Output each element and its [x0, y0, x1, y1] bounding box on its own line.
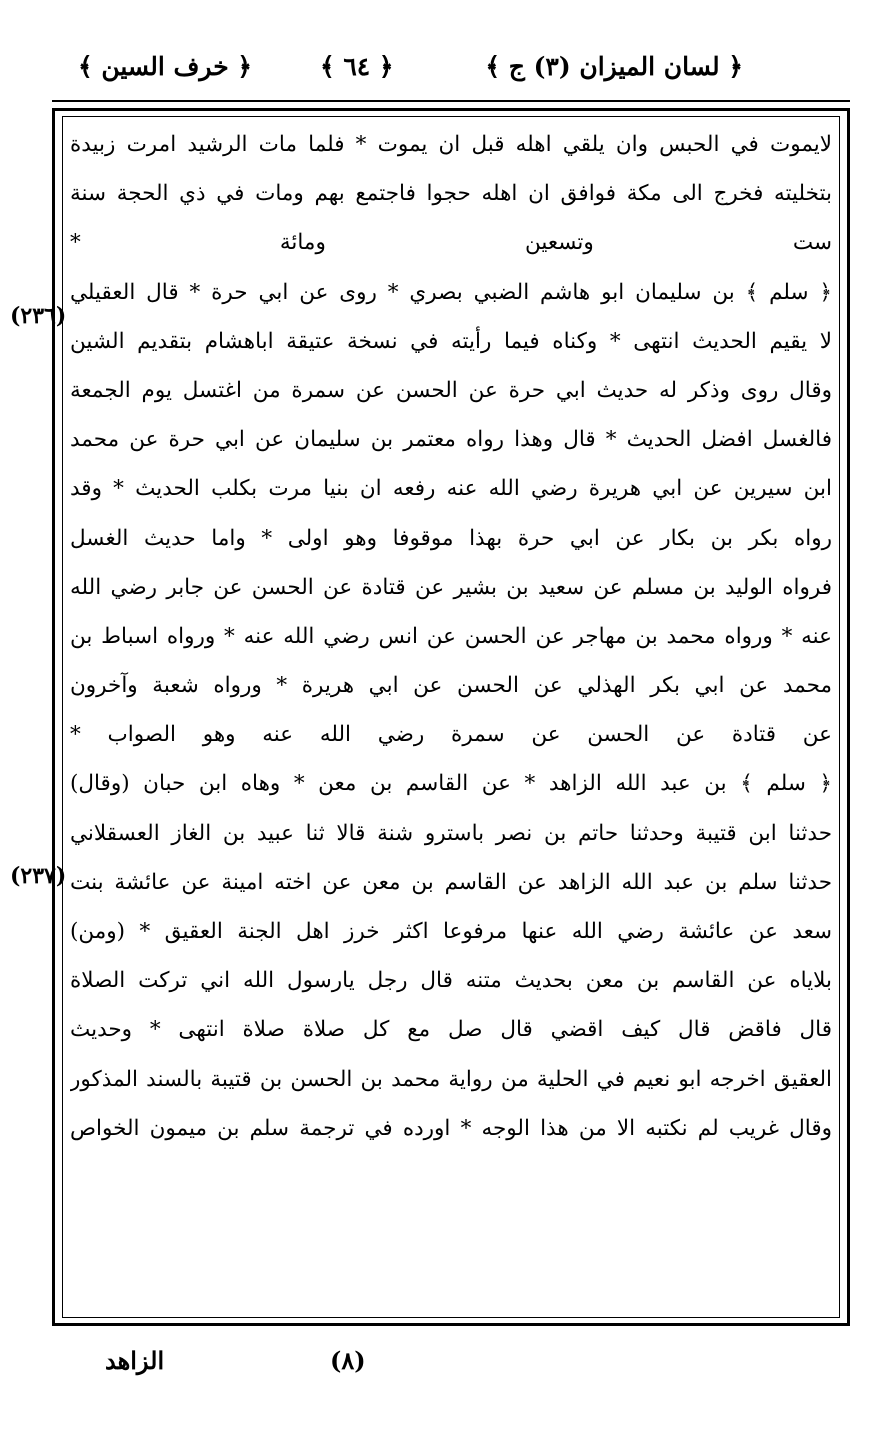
text-line: فرواه الوليد بن مسلم عن سعيد بن بشير عن قتادة عن الحسن عن جابر رضي الله — [70, 574, 832, 600]
signature-mark: (٨) — [330, 1346, 366, 1375]
body-text — [70, 120, 832, 1316]
text-line: حدثنا سلم بن عبد الله الزاهد عن القاسم بن معن عن اخته امينة عن عائشة بنت — [70, 869, 832, 895]
text-line: ﴿ سلم ﴾ بن سليمان ابو هاشم الضبي بصري * روى عن ابي حرة * قال العقيلي — [70, 279, 832, 305]
text-line: لا يقيم الحديث انتهى * وكناه فيما رأيته في نسخة عتيقة اباهشام بتقديم الشين — [70, 328, 832, 354]
text-line: سعد عن عائشة رضي الله عنها مرفوعا اكثر خرز اهل الجنة العقيق * (ومن) — [70, 919, 832, 944]
catchword: الزاهد — [105, 1346, 165, 1375]
text-line: العقيق اخرجه ابو نعيم في الحلية من رواية محمد بن الحسن بن قتيبة بالسند المذكور — [70, 1066, 832, 1092]
entry-number: (٢٣٧) — [10, 863, 67, 889]
page-number: ﴿ ٦٤ ﴾ — [320, 52, 394, 81]
text-line: رواه بكر بن بكار عن ابي حرة بهذا موقوفا وهو اولى * واما حديث الغسل — [70, 525, 832, 551]
text-line: عنه * ورواه محمد بن مهاجر عن الحسن عن انس رضي الله عنه * ورواه اسباط بن — [70, 623, 832, 649]
section-title: ﴿ خرف السين ﴾ — [78, 52, 253, 81]
text-line: لايموت في الحبس وان يلقي اهله قبل ان يموت * فلما مات الرشيد امرت زبيدة — [70, 132, 832, 157]
text-line: ﴿ سلم ﴾ بن عبد الله الزاهد * عن القاسم بن معن * وهاه ابن حبان (وقال) — [70, 771, 832, 797]
running-title: ﴿ لسان الميزان (٣) ج ﴾ — [485, 52, 743, 81]
text-line: ابن سيرين عن ابي هريرة رضي الله عنه رفعه ان بنيا مرت بكلب الحديث * وقد — [70, 476, 832, 502]
text-line: وقال غريب لم نكتبه الا من هذا الوجه * اورده في ترجمة سلم بن ميمون الخواص — [70, 1115, 832, 1141]
text-line: بتخليته فخرج الى مكة فوافق ان اهله حجوا فاجتمع بهم ومات في ذي الحجة سنة — [70, 181, 832, 207]
text-line: عن قتادة عن الحسن عن سمرة رضي الله عنه وهو الصواب * — [70, 722, 832, 748]
text-line: ست وتسعين ومائة * — [70, 230, 832, 256]
text-line: محمد عن ابي بكر الهذلي عن الحسن عن ابي هريرة * ورواه شعبة وآخرون — [70, 673, 832, 699]
text-line: حدثنا ابن قتيبة وحدثنا حاتم بن نصر باسترو شنة قالا ثنا عبيد بن الغاز العسقلاني — [70, 820, 832, 846]
entry-number: (٢٣٦) — [10, 303, 67, 329]
text-line: بلاياه عن القاسم بن معن بحديث متنه قال رجل يارسول الله اني تركت الصلاة — [70, 968, 832, 994]
header-rule — [52, 100, 850, 102]
text-line: قال فاقض قال كيف اقضي قال صل مع كل صلاة صلاة انتهى * وحديث — [70, 1017, 832, 1043]
text-line: فالغسل افضل الحديث * قال وهذا رواه معتمر بن سليمان عن ابي حرة عن محمد — [70, 427, 832, 453]
text-line: وقال روى وذكر له حديث ابي حرة عن الحسن عن سمرة من اغتسل يوم الجمعة — [70, 377, 832, 403]
